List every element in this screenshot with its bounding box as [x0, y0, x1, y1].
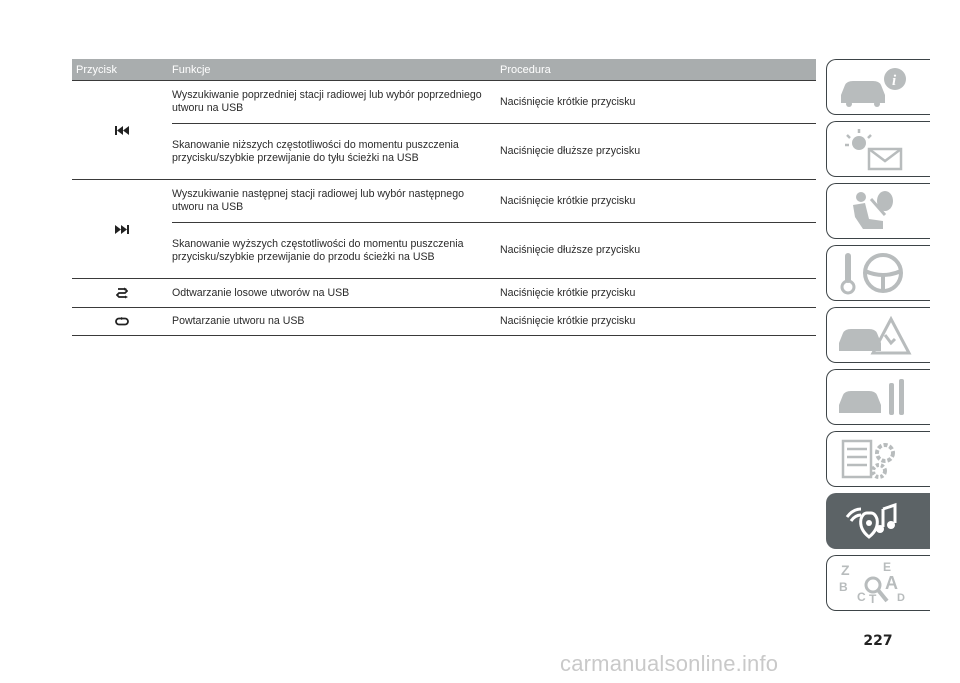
table-row	[172, 308, 816, 335]
chapter-tabs	[826, 59, 930, 617]
table-row	[172, 222, 816, 278]
tab-maintenance[interactable]	[826, 369, 930, 425]
table-row-group-next	[72, 180, 816, 279]
header-procedure: Procedura	[500, 63, 551, 76]
next-track-icon	[115, 225, 129, 234]
tab-technical-data[interactable]	[826, 431, 930, 487]
procedure-cell: Naciśnięcie krótkie przycisku	[500, 286, 636, 299]
button-cell	[72, 279, 172, 307]
index-letter: Z	[841, 562, 850, 578]
header-button: Przycisk	[76, 63, 117, 76]
tab-safety[interactable]	[826, 183, 930, 239]
tab-car-info[interactable]	[826, 59, 930, 115]
previous-track-icon	[115, 126, 129, 135]
button-cell	[72, 81, 172, 179]
index-letter: D	[897, 592, 905, 604]
technical-data-icon	[835, 437, 913, 481]
tab-multimedia[interactable]	[826, 493, 930, 549]
table-row	[172, 180, 816, 222]
procedure-cell: Naciśnięcie krótkie przycisku	[500, 95, 636, 108]
watermark: carmanualsonline.info	[560, 651, 779, 676]
table-row-group-repeat	[72, 308, 816, 336]
key-steering-wheel-icon	[835, 251, 913, 295]
table-row	[172, 123, 816, 179]
car-maintenance-icon	[835, 375, 913, 419]
procedure-cell: Naciśnięcie dłuższe przycisku	[500, 244, 641, 256]
table-row	[172, 279, 816, 307]
button-cell	[72, 308, 172, 335]
button-cell	[72, 180, 172, 278]
car-emergency-icon	[835, 313, 913, 357]
car-info-icon	[835, 65, 913, 109]
index-letter: C	[857, 590, 866, 604]
procedure-cell: Naciśnięcie dłuższe przycisku	[500, 145, 641, 157]
function-cell: Odtwarzanie losowe utworów na USB	[172, 286, 350, 299]
table-header	[72, 59, 816, 80]
seat-airbag-icon	[835, 189, 913, 233]
table-row-group-shuffle	[72, 279, 816, 308]
procedure-cell: Naciśnięcie krótkie przycisku	[500, 194, 636, 207]
procedure-cell: Naciśnięcie krótkie przycisku	[500, 315, 636, 327]
index-letter: B	[839, 580, 848, 594]
alphabetical-index-icon	[835, 561, 913, 605]
page-number: 227	[863, 633, 893, 649]
multimedia-icon	[835, 499, 913, 543]
svg-text:i: i	[892, 73, 897, 89]
function-cell: Powtarzanie utworu na USB	[172, 315, 305, 327]
tab-warning-lights[interactable]	[826, 121, 930, 177]
table-row	[172, 81, 816, 123]
index-letter: A	[885, 573, 898, 593]
controls-table	[72, 59, 816, 336]
index-letter: E	[883, 561, 892, 574]
table-row-group-previous	[72, 80, 816, 180]
function-cell: Wyszukiwanie poprzedniej stacji radiowej lub wybór poprzedniego utworu na USB	[172, 89, 482, 114]
repeat-icon	[115, 317, 129, 326]
index-letter: T	[869, 592, 877, 605]
function-cell: Wyszukiwanie następnej stacji radiowej lub wybór następnego utworu na USB	[172, 188, 464, 213]
warning-lights-message-icon	[835, 127, 913, 171]
shuffle-icon	[116, 287, 128, 300]
tab-index[interactable]	[826, 555, 930, 611]
header-function: Funkcje	[172, 63, 211, 76]
tab-starting-driving[interactable]	[826, 245, 930, 301]
function-cell: Skanowanie wyższych częstotliwości do momentu puszczenia przycisku/szybkie przewijanie do przodu ścieżki na USB	[172, 237, 464, 263]
tab-emergency[interactable]	[826, 307, 930, 363]
function-cell: Skanowanie niższych częstotliwości do momentu puszczenia przycisku/szybkie przewijanie do tyłu ścieżki na USB	[172, 138, 459, 164]
